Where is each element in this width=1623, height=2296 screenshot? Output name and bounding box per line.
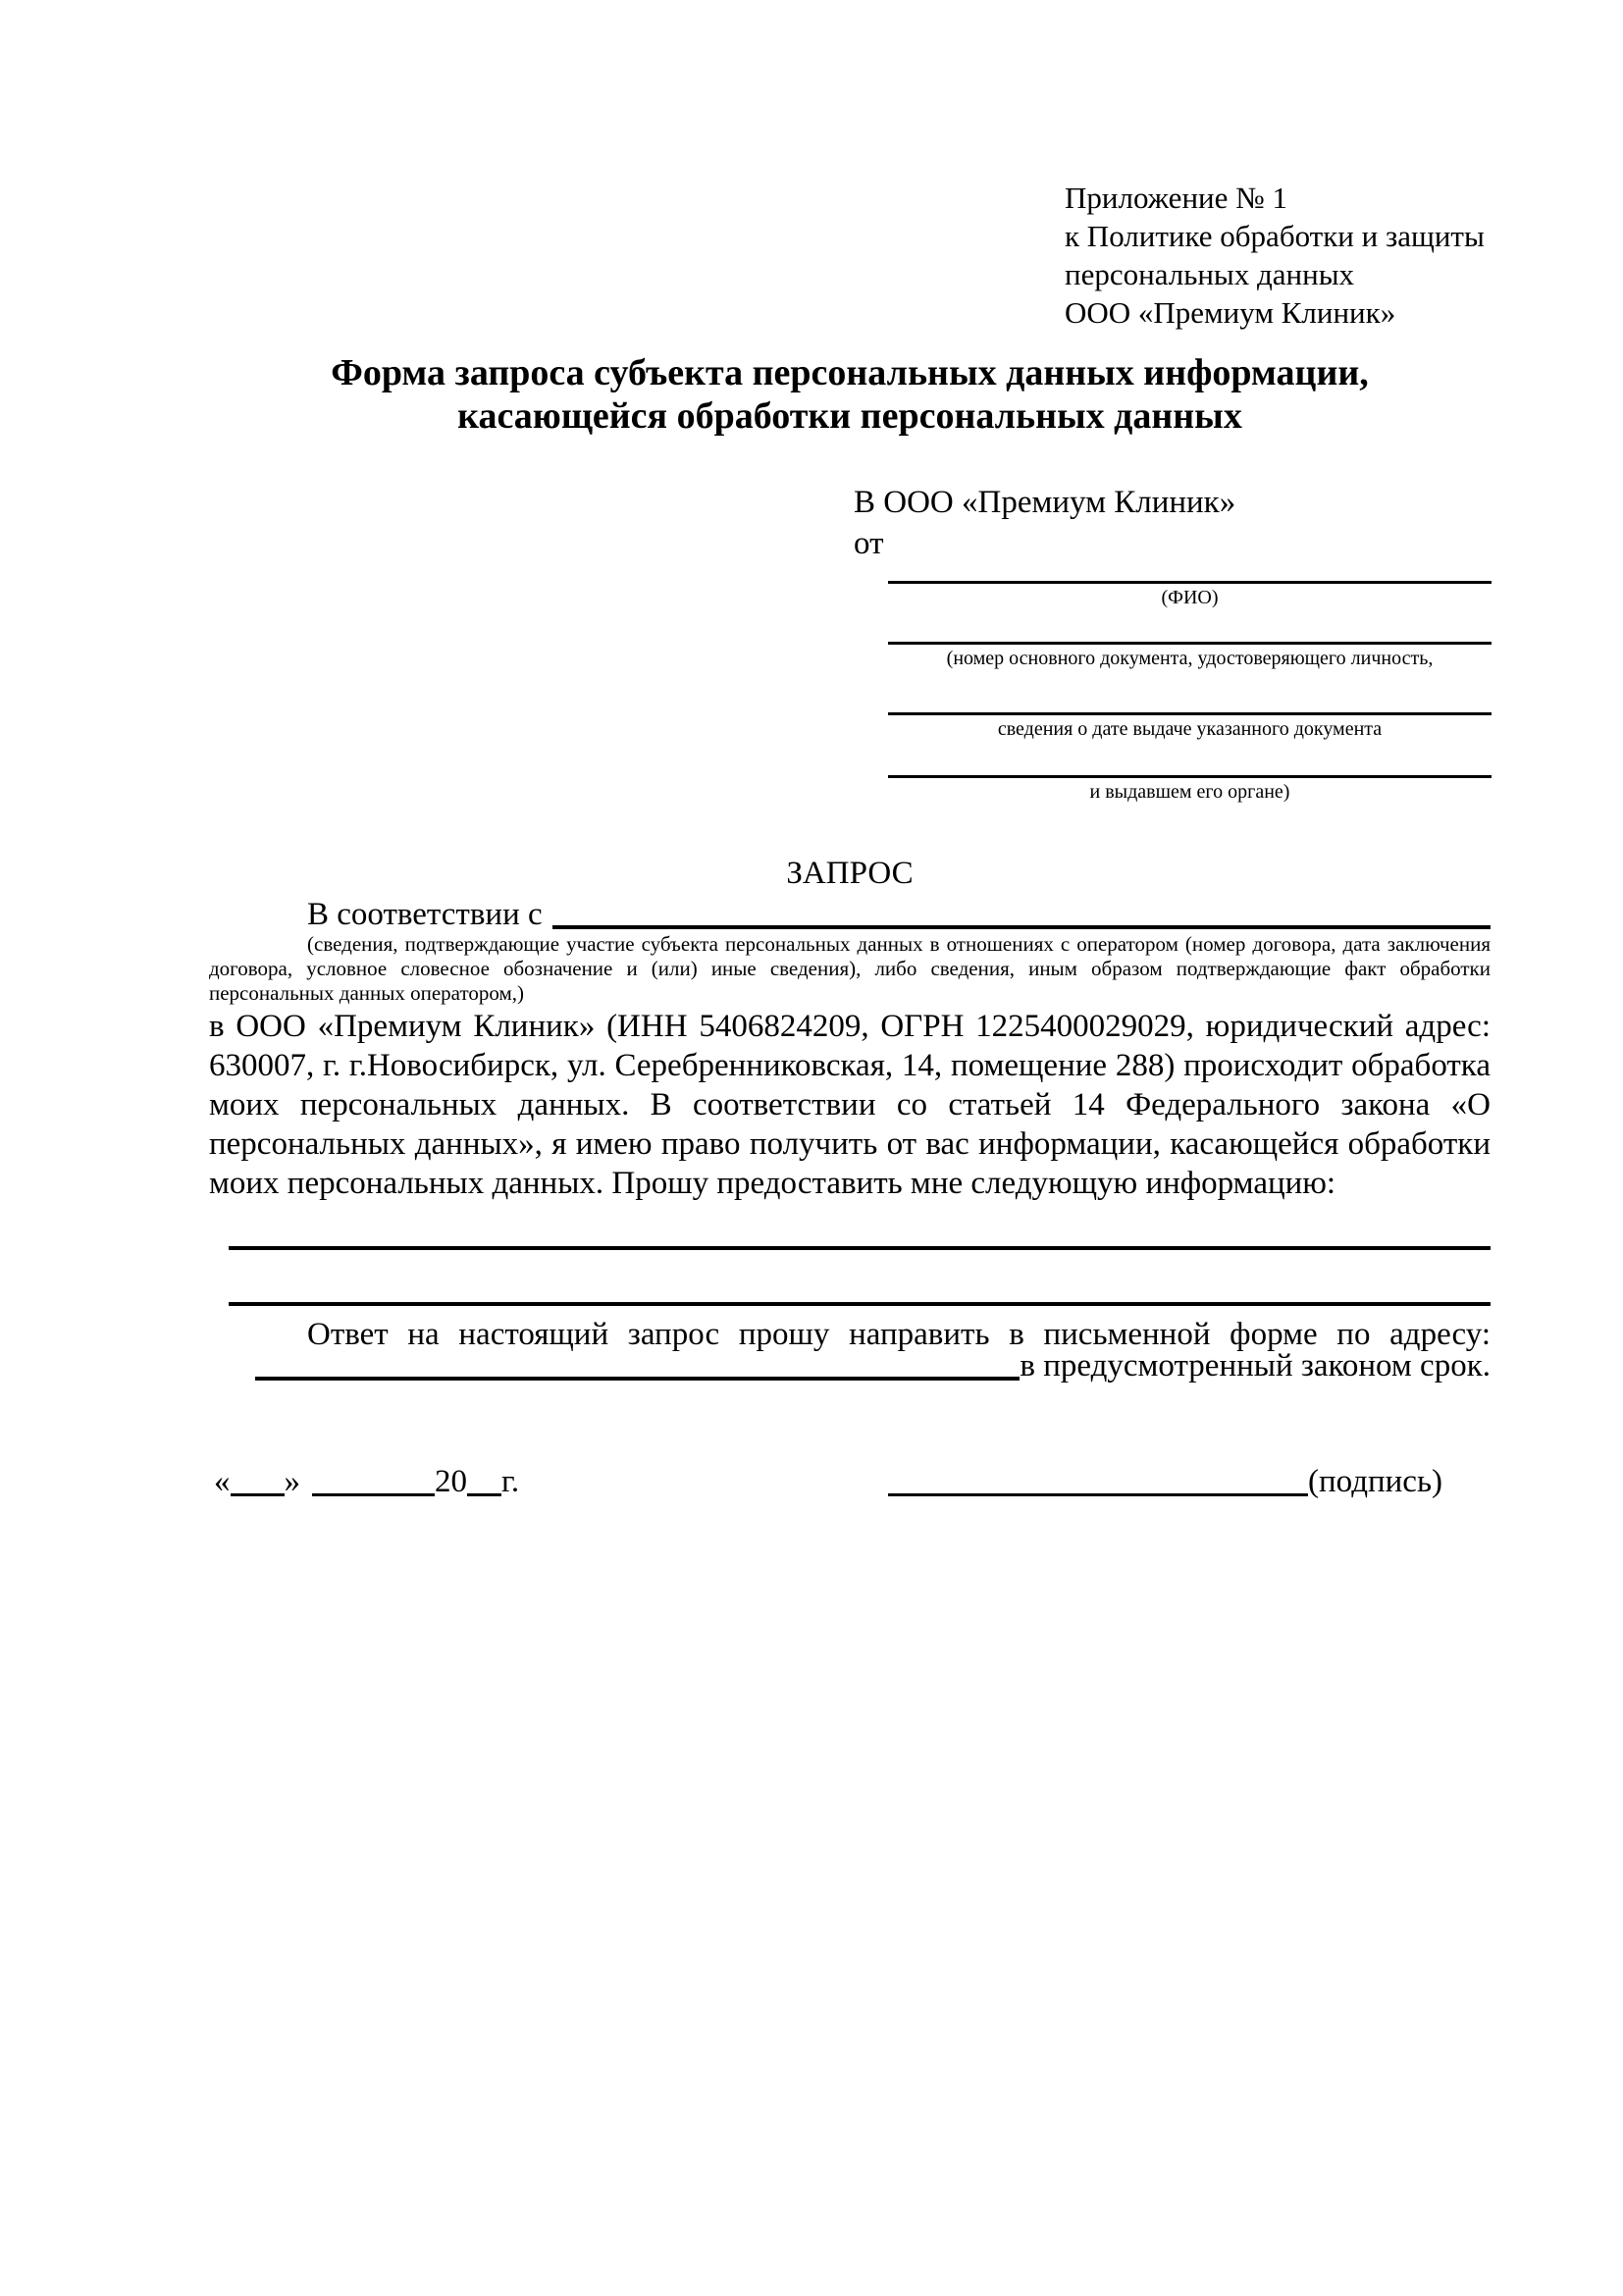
accordance-row	[209, 895, 1491, 934]
issue-date-caption: сведения о дате выдаче указанного документа	[997, 718, 1383, 740]
date-month-blank	[312, 1492, 435, 1496]
form-title	[209, 351, 1491, 438]
response-address-row	[209, 1346, 1491, 1385]
request-body-paragraph: в ООО «Премиум Клиник» (ИНН 5406824209, ОГРН 1225400029029, юридический адрес: 630007, г. г.Новосибирск, ул. Серебренниковская, 14, помещение 288) происходит обработка моих персональных данных. В соответствии со статьей 14 Федерального закона «О персональных данных», я имею право получить от вас информации, касающейся обработки моих персональных данных. Прошу предоставить мне следующую информацию:	[209, 1009, 1491, 1201]
issue-date-field-line	[888, 712, 1492, 715]
date-year-prefix: 20	[435, 1464, 467, 1499]
signature-caption: (подпись)	[1308, 1464, 1442, 1499]
signature-field	[888, 1462, 1442, 1501]
document-number-field-line	[888, 642, 1492, 645]
appendix-line: Приложение № 1	[1065, 181, 1287, 215]
response-paragraph-line: Ответ на настоящий запрос прошу направить в письменной форме по адресу:	[307, 1317, 1491, 1352]
addressee-organization: В ООО «Премиум Клиник»	[854, 485, 1236, 520]
accordance-label: В соответствии с	[307, 897, 543, 932]
appendix-header	[1065, 179, 1485, 332]
addressee-from-label: от	[854, 526, 884, 561]
issuing-authority-field-line	[888, 775, 1492, 778]
appendix-line: персональных данных	[1065, 257, 1355, 291]
date-year-suffix: г.	[501, 1464, 520, 1499]
date-open-quote: «	[214, 1464, 231, 1499]
form-title-line-1: Форма запроса субъекта персональных данных информации,	[331, 352, 1369, 393]
appendix-line: к Политике обработки и защиты	[1065, 219, 1485, 253]
address-blank-line	[255, 1376, 1020, 1381]
date-close-quote: »	[284, 1464, 300, 1499]
date-year-blank	[467, 1492, 501, 1496]
accordance-blank-line	[552, 924, 1491, 929]
issuing-authority-caption: и выдавшем его органе)	[1089, 781, 1290, 803]
response-tail: в предусмотренный законом срок.	[1020, 1348, 1491, 1383]
info-blank-line-2	[229, 1302, 1491, 1306]
fio-field-line	[888, 581, 1492, 584]
request-heading: ЗАПРОС	[786, 856, 914, 891]
info-blank-line-1	[229, 1246, 1491, 1250]
appendix-line: ООО «Премиум Клиник»	[1065, 295, 1396, 330]
date-field	[214, 1462, 519, 1501]
document-number-caption: (номер основного документа, удостоверяющего личность,	[946, 648, 1434, 669]
signature-blank-line	[888, 1493, 1308, 1496]
form-title-line-2: касающейся обработки персональных данных	[457, 395, 1242, 437]
fio-caption: (ФИО)	[1161, 587, 1219, 608]
date-day-blank	[231, 1492, 285, 1496]
footnote-text: (сведения, подтверждающие участие субъекта персональных данных в отношениях с оператором (номер договора, дата заключения договора, условное словесное обозначение и (или) иные сведения), либо сведения, иным образом подтверждающие факт обработки персональных данных оператором,)	[209, 932, 1491, 1005]
